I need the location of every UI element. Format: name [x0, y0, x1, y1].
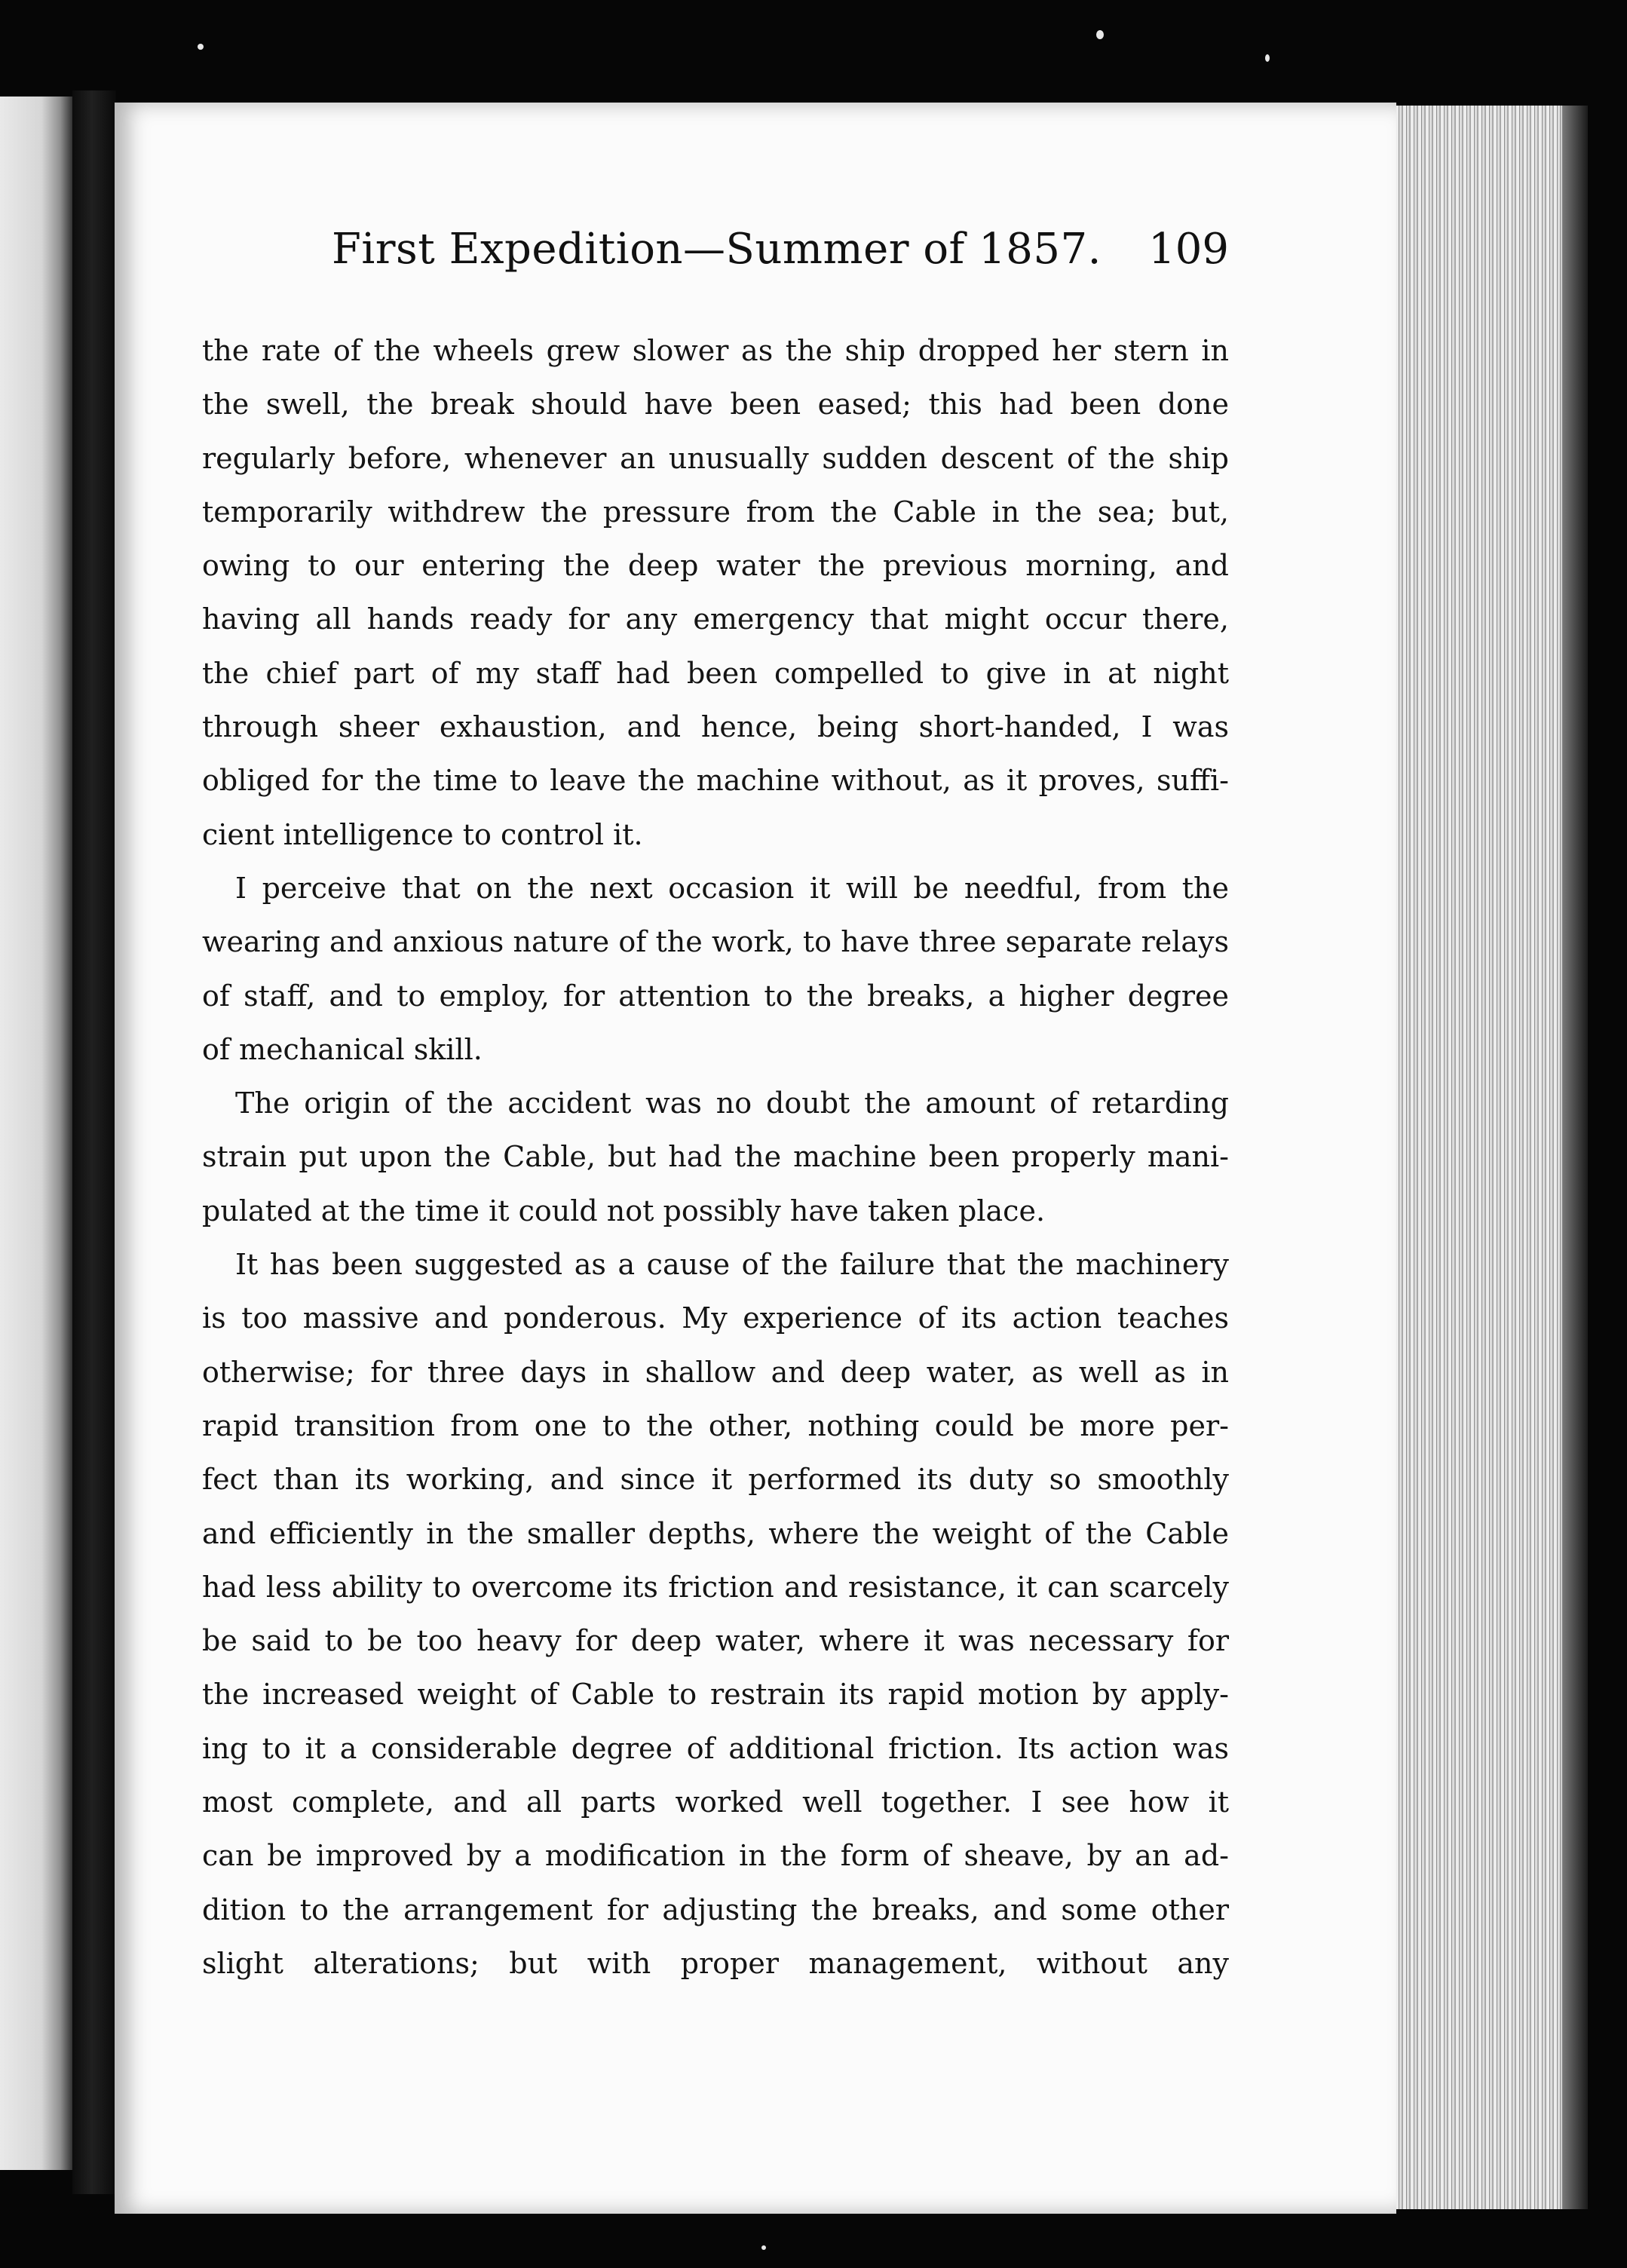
text-line: It has been suggested as a cause of the failure that the machinery	[235, 1248, 1229, 1282]
text-line: the increased weight of Cable to restrain its rapid motion by apply-	[202, 1678, 1229, 1712]
text-line: be said to be too heavy for deep water, where it was necessary for	[202, 1624, 1229, 1658]
text-line: dition to the arrangement for adjusting the breaks, and some other	[202, 1893, 1229, 1926]
text-line: of mechanical skill.	[202, 1032, 483, 1066]
text-line: the swell, the break should have been eased; this had been done	[202, 388, 1229, 421]
text-line: otherwise; for three days in shallow and deep water, as well as in	[202, 1355, 1229, 1389]
dust-speck	[1265, 54, 1270, 62]
text-line: rapid transition from one to the other, nothing could be more per-	[202, 1408, 1229, 1442]
text-line: I perceive that on the next occasion it will be needful, from the	[235, 871, 1229, 905]
left-page-edge	[0, 97, 75, 2170]
text-line: is too massive and ponderous. My experience of its action teaches	[202, 1301, 1229, 1335]
text-line: had less ability to overcome its friction and resistance, it can scarcely	[202, 1570, 1229, 1604]
dust-speck	[198, 44, 204, 50]
paragraph	[202, 324, 1229, 862]
text-line: ing to it a considerable degree of additional friction. Its action was	[202, 1731, 1229, 1765]
dust-speck	[761, 2245, 766, 2250]
text-line: of staff, and to employ, for attention to the breaks, a higher degree	[202, 979, 1229, 1013]
page-number: 109	[1148, 225, 1229, 274]
text-line: through sheer exhaustion, and hence, being short-handed, I was	[202, 710, 1229, 744]
text-line: owing to our entering the deep water the previous morning, and	[202, 549, 1229, 583]
text-line: regularly before, whenever an unusually sudden descent of the ship	[202, 441, 1229, 475]
paragraph	[202, 1077, 1229, 1238]
text-line: slight alterations; but with proper management, without any	[202, 1946, 1229, 1980]
book-gutter	[72, 90, 116, 2194]
text-line: strain put upon the Cable, but had the machine been properly mani-	[202, 1140, 1229, 1174]
text-line: the rate of the wheels grew slower as the ship dropped her stern in	[202, 334, 1229, 367]
page-block-edges	[1384, 106, 1588, 2209]
running-header	[332, 225, 1229, 293]
text-line: most complete, and all parts worked well together. I see how it	[202, 1785, 1229, 1819]
text-line: wearing and anxious nature of the work, to have three separate relays	[202, 925, 1229, 959]
text-line: pulated at the time it could not possibly have taken place.	[202, 1194, 1046, 1227]
running-title: First Expedition—Summer of 1857.	[332, 225, 1102, 274]
paragraph	[202, 862, 1229, 1077]
text-line: cient intelligence to control it.	[202, 817, 643, 851]
text-line: obliged for the time to leave the machine without, as it proves, suffi-	[202, 764, 1229, 798]
text-line: can be improved by a modification in the form of sheave, by an ad-	[202, 1839, 1229, 1873]
text-line: The origin of the accident was no doubt the amount of retarding	[235, 1086, 1229, 1120]
text-line: the chief part of my staff had been compelled to give in at night	[202, 656, 1229, 690]
body-text	[202, 324, 1229, 1991]
text-line: fect than its working, and since it performed its duty so smoothly	[202, 1463, 1229, 1497]
dust-speck	[1096, 30, 1104, 39]
text-line: having all hands ready for any emergency that might occur there,	[202, 602, 1229, 636]
text-line: and efficiently in the smaller depths, where the weight of the Cable	[202, 1516, 1229, 1550]
text-line: temporarily withdrew the pressure from the Cable in the sea; but,	[202, 495, 1229, 529]
paragraph	[202, 1238, 1229, 1991]
